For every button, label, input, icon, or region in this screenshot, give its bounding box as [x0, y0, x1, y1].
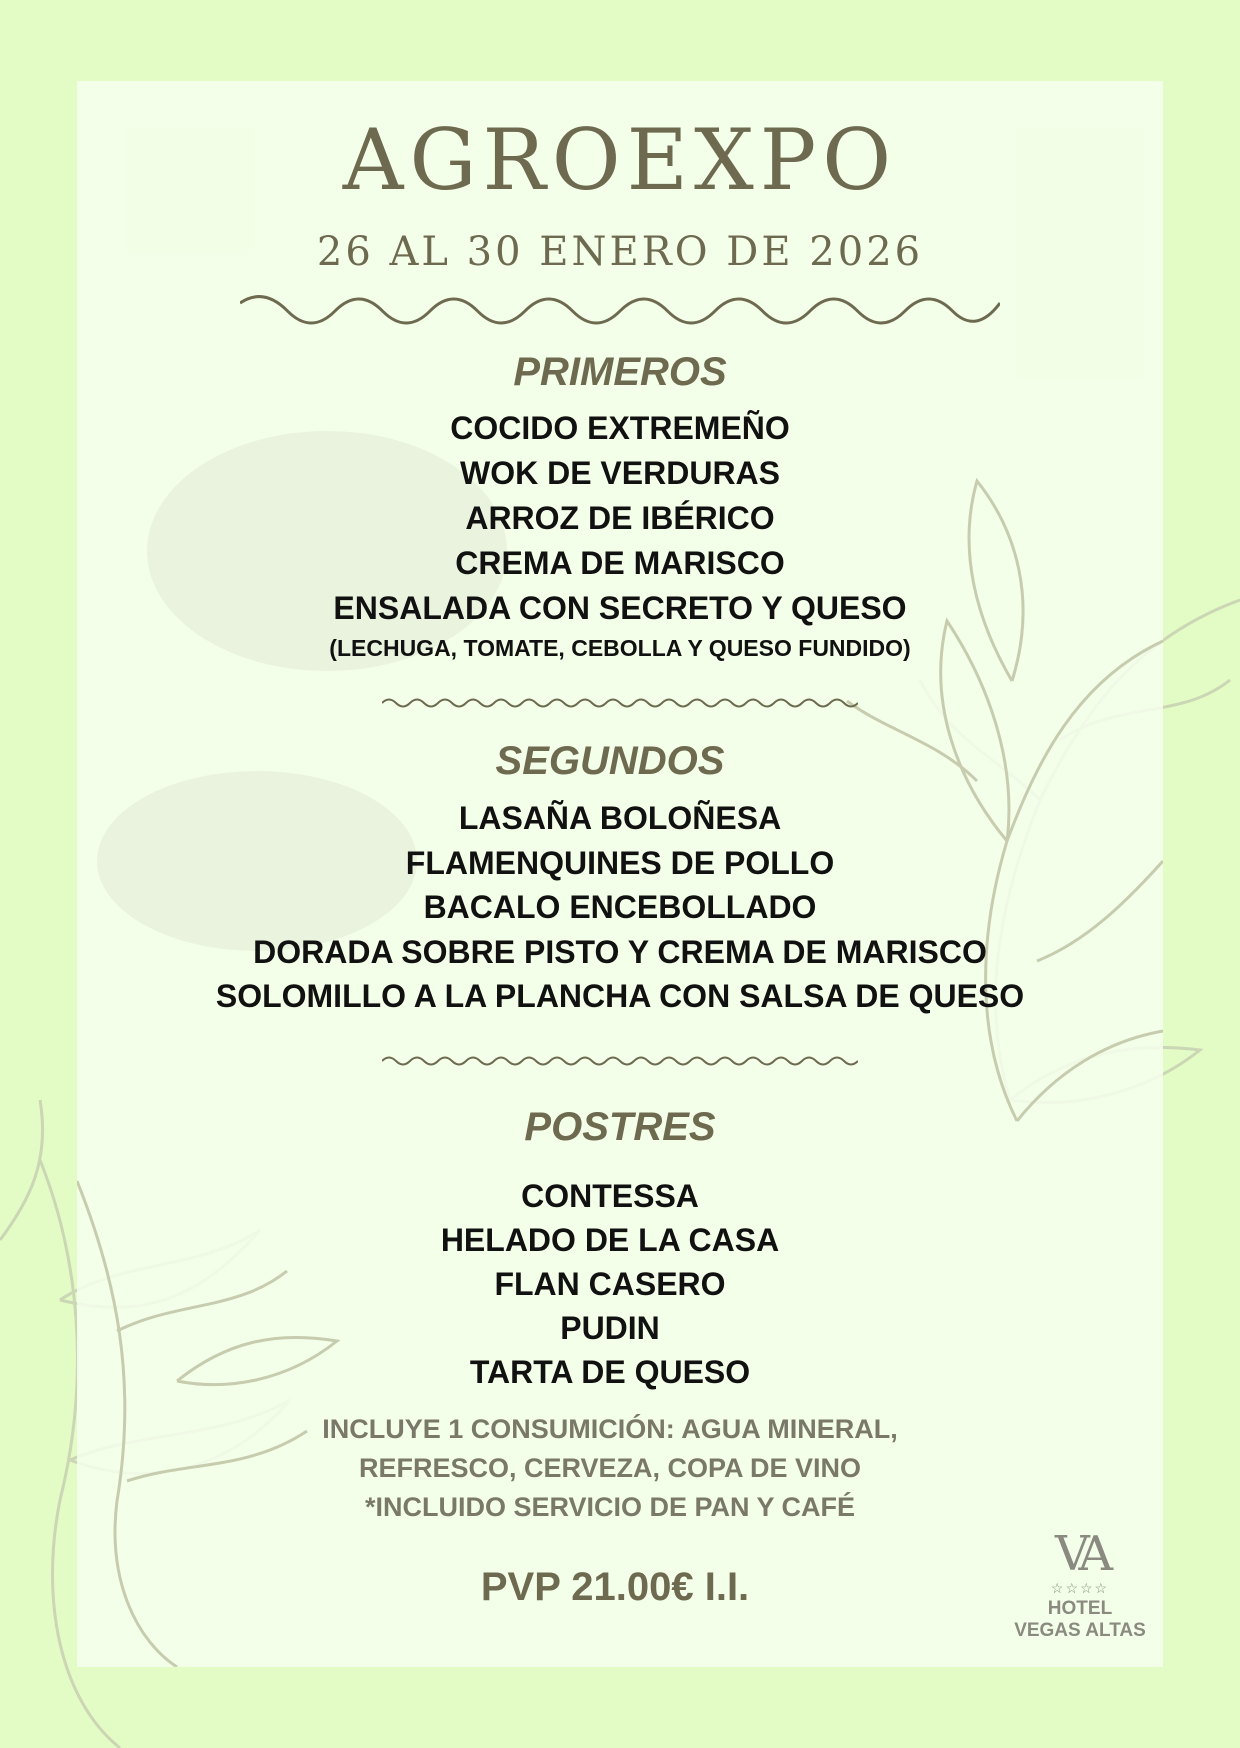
hotel-logo-mark: VA [1054, 1526, 1106, 1582]
menu-item: FLAMENQUINES DE POLLO [405, 844, 835, 881]
menu-item: BACALO ENCEBOLLADO [423, 889, 817, 925]
hotel-logo-text: HOTEL [1047, 1598, 1113, 1619]
event-title: AGROEXPO [342, 111, 898, 209]
menu-item: COCIDO EXTREMEÑO [450, 410, 790, 446]
section-heading-segundos: SEGUNDOS [495, 739, 725, 783]
menu-item: WOK DE VERDURAS [459, 455, 780, 491]
menu-item: LASAÑA BOLOÑESA [458, 800, 782, 836]
event-dates: 26 AL 30 ENERO DE 2026 [316, 229, 924, 275]
segundos-list [77, 796, 1163, 1019]
menu-item-detail: (LECHUGA, TOMATE, CEBOLLA Y QUESO FUNDIDO) [329, 635, 911, 661]
note-line: INCLUYE 1 CONSUMICIÓN: AGUA MINERAL, [322, 1414, 898, 1444]
menu-item: DORADA SOBRE PISTO Y CREMA DE MARISCO [253, 933, 987, 970]
menu-item: CONTESSA [521, 1178, 699, 1214]
note-line: *INCLUIDO SERVICIO DE PAN Y CAFÉ [364, 1492, 856, 1522]
menu-item: SOLOMILLO A LA PLANCHA CON SALSA DE QUESO [215, 978, 1025, 1014]
note-line: REFRESCO, CERVEZA, COPA DE VINO [358, 1453, 862, 1483]
menu-item: ARROZ DE IBÉRICO [465, 500, 775, 536]
menu-item: CREMA DE MARISCO [455, 545, 785, 581]
hotel-logo [1000, 1526, 1160, 1642]
hotel-logo-text: VEGAS ALTAS [1014, 1620, 1146, 1641]
section-heading-postres: POSTRES [524, 1105, 716, 1149]
menu-item: ENSALADA CON SECRETO Y QUESO [333, 590, 907, 626]
primeros-list [77, 406, 1163, 665]
menu-item: TARTA DE QUESO [469, 1354, 751, 1390]
includes-note [67, 1410, 1153, 1527]
wave-divider-small [382, 696, 858, 710]
section-heading-primeros: PRIMEROS [513, 350, 727, 394]
star-rating-icon: ☆☆☆☆ [1050, 1580, 1110, 1596]
postres-list [67, 1174, 1153, 1394]
menu-item: PUDIN [560, 1310, 660, 1346]
wave-divider-small [382, 1054, 858, 1068]
price: PVP 21.00€ I.I. [480, 1565, 750, 1609]
menu-item: FLAN CASERO [494, 1266, 726, 1302]
wave-divider-large [240, 293, 1000, 329]
menu-item: HELADO DE LA CASA [440, 1222, 780, 1258]
